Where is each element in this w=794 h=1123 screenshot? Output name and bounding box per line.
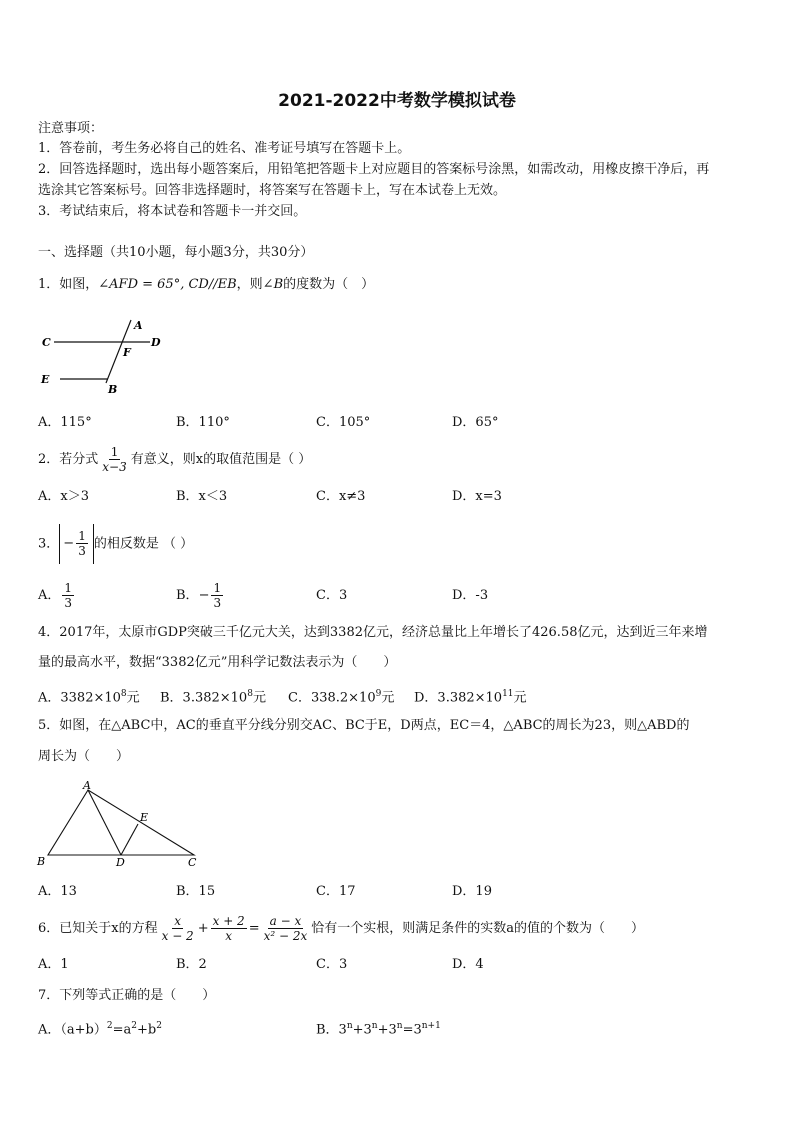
- label-d: D: [116, 856, 125, 869]
- option-b: B．110°: [176, 415, 230, 430]
- option-b: B．$3.382\times 10^8$元: [160, 689, 266, 706]
- question-5-line: 周长为（ ）: [38, 749, 130, 764]
- fraction: $\frac{a - x}{\text{x² − 2x}}$: [263, 914, 308, 943]
- option-d: D．4: [452, 957, 484, 972]
- notice-line: 3．考试结束后，将本试卷和答题卡一并交回。: [38, 204, 307, 219]
- notice-line: 2．回答选择题时，选出每小题答案后，用铅笔把答题卡上对应题目的答案标号涂黑，如需改动，用橡皮擦干净后，再: [38, 162, 710, 177]
- label-c: C: [188, 856, 197, 869]
- fraction: $\frac{x + 2}{x}$: [212, 914, 245, 943]
- question-6-stem: 6．已知关于x的方程 $\frac{x}{x - 2}$ + $\frac{x + 2}{x}$ = $\frac{a - x}{\text{x² − 2x}}$ 恰有一个实根，则满足条件的实数a的值的个数为（ ）: [38, 914, 645, 943]
- question-1-stem: 1．如图，∠AFD = 65°, CD//EB，则∠B的度数为（ ）: [38, 277, 375, 292]
- option-a: A． $\frac{1}{3}$: [38, 581, 73, 610]
- question-4-line: 量的最高水平，数据“3382亿元”用科学记数法表示为（ ）: [38, 655, 397, 670]
- option-d: D．$3.382\times 10^{11}$元: [414, 689, 527, 706]
- option-c: C．17: [316, 884, 356, 899]
- label-f: F: [123, 346, 131, 359]
- option-b: B．2: [176, 957, 207, 972]
- question-3-stem: 3． − $\frac{1}{3}$ 的相反数是 （ ）: [38, 524, 193, 565]
- fraction: $\frac{1}{x-3}$: [102, 445, 127, 474]
- option-d: D．19: [452, 884, 492, 899]
- question-1-figure: [38, 315, 168, 400]
- question-5-figure: [36, 778, 206, 870]
- segment-de: [121, 824, 138, 855]
- section-heading: 一、选择题（共10小题，每小题3分，共30分）: [38, 245, 314, 260]
- option-d: D．-3: [452, 588, 489, 603]
- absolute-value: − $\frac{1}{3}$: [59, 524, 94, 564]
- option-b: B．$3^n+3^n+3^n=3^{n+1}$: [316, 1021, 441, 1038]
- label-a: A: [83, 779, 91, 792]
- notice-heading: 注意事项：: [38, 121, 104, 136]
- option-a: A．x＞3: [38, 489, 89, 504]
- option-c: C．105°: [316, 415, 371, 430]
- option-d: D．65°: [452, 415, 499, 430]
- label-d: D: [151, 336, 161, 349]
- fraction: $\frac{x}{x - 2}$: [161, 914, 194, 943]
- triangle-abc: [48, 790, 194, 855]
- option-c: C．x≠3: [316, 489, 366, 504]
- label-e: E: [140, 811, 149, 824]
- question-4-line: 4．2017年，太原市GDP突破三千亿元大关，达到3382亿元，经济总量比上年增长了426.58亿元，达到近三年来增: [38, 625, 708, 640]
- question-7-stem: 7．下列等式正确的是（ ）: [38, 988, 216, 1003]
- option-c: C．$338.2\times 10^9$元: [288, 689, 395, 706]
- option-c: C．3: [316, 957, 348, 972]
- page-title: 2021-2022中考数学模拟试卷: [278, 91, 516, 111]
- label-a: A: [134, 319, 143, 332]
- option-a: A．1: [38, 957, 69, 972]
- label-e: E: [41, 373, 50, 386]
- option-a: A．13: [38, 884, 77, 899]
- option-a: A．$(a+b)^2=a^2+b^2$: [38, 1021, 162, 1038]
- notice-line: 选涂其它答案标号。回答非选择题时，将答案写在答题卡上，写在本试卷上无效。: [38, 183, 507, 198]
- option-a: A．$3382\times 10^8$元: [38, 689, 140, 706]
- option-a: A．115°: [38, 415, 92, 430]
- notice-line: 1．答卷前，考生务必将自己的姓名、准考证号填写在答题卡上。: [38, 141, 411, 156]
- label-b: B: [37, 855, 46, 868]
- option-b: B．15: [176, 884, 216, 899]
- label-c: C: [42, 336, 51, 349]
- option-b: B．− $\frac{1}{3}$: [176, 581, 222, 610]
- option-b: B．x＜3: [176, 489, 228, 504]
- option-d: D．x=3: [452, 489, 502, 504]
- option-c: C．3: [316, 588, 348, 603]
- question-5-line: 5．如图，在△ABC中，AC的垂直平分线分别交AC、BC于E，D两点，EC＝4，△ABC的周长为23，则△ABD的: [38, 718, 690, 733]
- label-b: B: [108, 383, 118, 396]
- question-2-stem: 2．若分式 $\frac{1}{x-3}$ 有意义，则x的取值范围是（ ）: [38, 445, 312, 474]
